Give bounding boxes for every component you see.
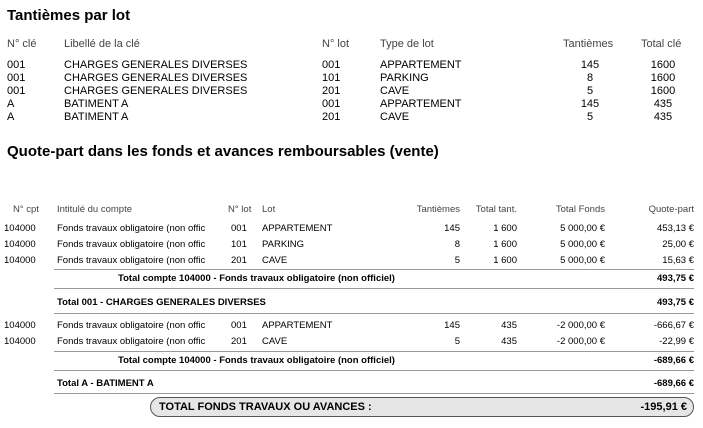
cell-intitule: Fonds travaux obligatoire (non offic <box>57 336 206 347</box>
section-title-quote-part: Quote-part dans les fonds et avances remboursables (vente) <box>7 143 439 160</box>
cell-lot: 101 <box>231 239 247 250</box>
cell-lot: 101 <box>322 72 341 84</box>
cell-total: 1600 <box>650 59 676 71</box>
cell-lot: 001 <box>231 320 247 331</box>
cell-type: APPARTEMENT <box>380 59 462 71</box>
cell-intitule: Fonds travaux obligatoire (non offic <box>57 223 206 234</box>
col-header-tantiemes: Tantièmes <box>416 204 460 215</box>
cell-lotname: APPARTEMENT <box>262 223 333 234</box>
total-value: -689,66 € <box>653 378 694 389</box>
cell-tantiemes: 145 <box>580 98 600 110</box>
col-header-lotname: Lot <box>262 204 276 215</box>
cell-total-fonds: -2 000,00 € <box>556 320 605 331</box>
cell-tantiemes: 145 <box>580 59 600 71</box>
col-header-total-fonds: Total Fonds <box>555 204 605 215</box>
cell-lot: 201 <box>322 85 341 97</box>
cell-libelle: CHARGES GENERALES DIVERSES <box>64 85 248 97</box>
cell-total-fonds: 5 000,00 € <box>560 223 605 234</box>
cell-cle: 001 <box>7 59 26 71</box>
col-header-intitule: Intitulé du compte <box>57 204 132 215</box>
col-header-total-tant: Total tant. <box>475 204 517 215</box>
total-label: Total 001 - CHARGES GENERALES DIVERSES <box>57 297 266 308</box>
cell-tantiemes: 8 <box>586 72 594 84</box>
cell-lot: 001 <box>231 223 247 234</box>
cell-tantiemes: 5 <box>454 255 460 266</box>
subtotal-label: Total compte 104000 - Fonds travaux obligatoire (non officiel) <box>118 273 395 284</box>
cell-lot: 201 <box>231 255 247 266</box>
divider <box>54 370 694 371</box>
cell-total-tant: 435 <box>501 336 517 347</box>
cell-cle: A <box>7 98 15 110</box>
cell-type: APPARTEMENT <box>380 98 462 110</box>
divider <box>54 313 694 314</box>
col-header-tantiemes: Tantièmes <box>563 38 614 50</box>
cell-quote-part: 25,00 € <box>662 239 694 250</box>
grand-total-box <box>150 397 694 417</box>
cell-libelle: CHARGES GENERALES DIVERSES <box>64 59 248 71</box>
cell-cle: 001 <box>7 85 26 97</box>
cell-tantiemes: 5 <box>586 85 594 97</box>
cell-total-tant: 1 600 <box>493 223 517 234</box>
cell-quote-part: -22,99 € <box>659 336 694 347</box>
cell-libelle: CHARGES GENERALES DIVERSES <box>64 72 248 84</box>
cell-type: CAVE <box>380 85 410 97</box>
col-header-quote-part: Quote-part <box>648 204 694 215</box>
cell-cpt: 104000 <box>4 223 36 234</box>
cell-total-fonds: 5 000,00 € <box>560 255 605 266</box>
cell-tantiemes: 145 <box>444 223 460 234</box>
cell-intitule: Fonds travaux obligatoire (non offic <box>57 255 206 266</box>
col-header-libelle: Libellé de la clé <box>64 38 140 50</box>
cell-tantiemes: 145 <box>444 320 460 331</box>
cell-cle: A <box>7 111 15 123</box>
cell-cpt: 104000 <box>4 239 36 250</box>
cell-quote-part: -666,67 € <box>653 320 694 331</box>
cell-total: 1600 <box>650 85 676 97</box>
cell-total: 1600 <box>650 72 676 84</box>
cell-lotname: CAVE <box>262 255 288 266</box>
cell-tantiemes: 5 <box>454 336 460 347</box>
cell-intitule: Fonds travaux obligatoire (non offic <box>57 320 206 331</box>
divider <box>54 351 694 352</box>
cell-total: 435 <box>653 111 673 123</box>
divider <box>54 269 694 270</box>
col-header-type: Type de lot <box>380 38 434 50</box>
grand-total-value: -195,91 € <box>640 401 687 413</box>
cell-tantiemes: 8 <box>454 239 460 250</box>
cell-lot: 001 <box>322 59 341 71</box>
cell-lot: 201 <box>231 336 247 347</box>
cell-cpt: 104000 <box>4 320 36 331</box>
col-header-total-cle: Total clé <box>641 38 682 50</box>
grand-total-label: TOTAL FONDS TRAVAUX OU AVANCES : <box>159 401 372 413</box>
cell-cle: 001 <box>7 72 26 84</box>
divider <box>54 393 694 394</box>
cell-lot: 001 <box>322 98 341 110</box>
cell-total-fonds: -2 000,00 € <box>556 336 605 347</box>
col-header-cpt: N° cpt <box>13 204 39 215</box>
cell-type: CAVE <box>380 111 410 123</box>
cell-cpt: 104000 <box>4 336 36 347</box>
subtotal-label: Total compte 104000 - Fonds travaux obligatoire (non officiel) <box>118 355 395 366</box>
cell-quote-part: 453,13 € <box>657 223 694 234</box>
cell-total: 435 <box>653 98 673 110</box>
cell-lotname: APPARTEMENT <box>262 320 333 331</box>
section-title-tantiemes: Tantièmes par lot <box>7 7 131 24</box>
cell-total-tant: 435 <box>501 320 517 331</box>
total-label: Total A - BATIMENT A <box>57 378 154 389</box>
cell-type: PARKING <box>380 72 429 84</box>
divider <box>54 288 694 289</box>
cell-libelle: BATIMENT A <box>64 111 129 123</box>
cell-total-tant: 1 600 <box>493 239 517 250</box>
cell-cpt: 104000 <box>4 255 36 266</box>
cell-lotname: CAVE <box>262 336 288 347</box>
col-header-lot: N° lot <box>228 204 252 215</box>
cell-total-tant: 1 600 <box>493 255 517 266</box>
col-header-lot: N° lot <box>322 38 350 50</box>
subtotal-value: -689,66 € <box>653 355 694 366</box>
subtotal-value: 493,75 € <box>657 273 694 284</box>
cell-total-fonds: 5 000,00 € <box>560 239 605 250</box>
cell-quote-part: 15,63 € <box>662 255 694 266</box>
col-header-cle: N° clé <box>7 38 37 50</box>
total-value: 493,75 € <box>657 297 694 308</box>
cell-libelle: BATIMENT A <box>64 98 129 110</box>
cell-lotname: PARKING <box>262 239 305 250</box>
cell-lot: 201 <box>322 111 341 123</box>
cell-intitule: Fonds travaux obligatoire (non offic <box>57 239 206 250</box>
cell-tantiemes: 5 <box>586 111 594 123</box>
